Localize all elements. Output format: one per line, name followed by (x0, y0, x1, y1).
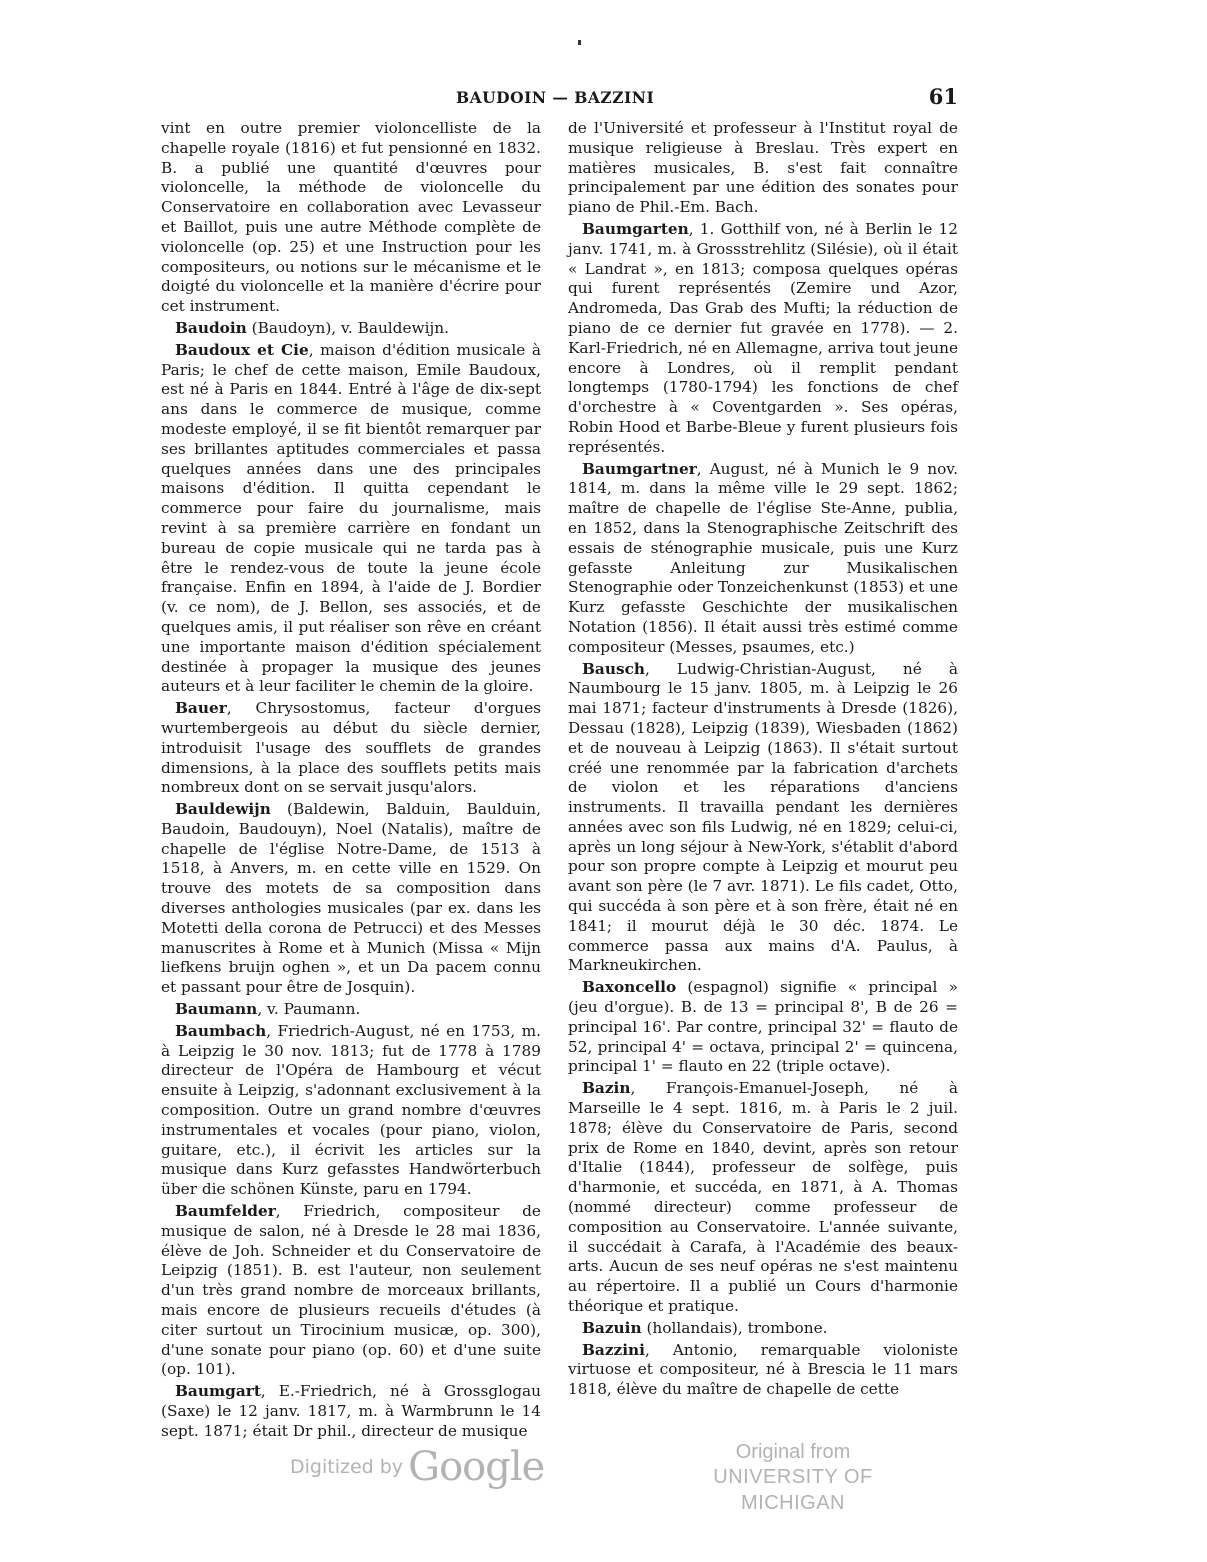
entry (161, 319, 541, 339)
entry-headword: Bausch (582, 659, 646, 678)
digitized-by-google-mark (290, 1444, 544, 1490)
entry: vint en outre premier violoncelliste de la chapelle royale (1816) et fut pensionné en 1832. B. a publié une quantité d'œuvres pour violoncelle, la méthode de violoncelle du Conservatoire en collaboration avec Levasseur et Baillot, puis une autre Méthode complète de violoncelle (op. 25) et une Instruction pour les compositeurs, ou notions sur le mécanisme et le doigté du violoncelle et la manière d'écrire pour cet instrument. (161, 119, 541, 316)
entry-text: , Antonio, remarquable violoniste virtuose et compositeur, né à Brescia le 11 mars 1818, élève du maître de chapelle de cette (568, 1340, 958, 1399)
entry-text: (Baldewin, Balduin, Baulduin, Baudoin, Baudouyn), Noel (Natalis), maître de chapelle de l'église Notre-Dame, de 1513 à 1518, à Anvers, m. en cette ville en 1529. On trouve des motets de sa composition dans diverses anthologies musicales (par ex. dans les Motetti della corona de Petrucci) et des Messes manuscrites à Rome et à Munich (Missa « Mijn liefkens bruijn oghen », et un Da pacem connu et passant pour être de Josquin). (161, 800, 541, 997)
entry (161, 1022, 541, 1200)
entry-headword: Bazzini (582, 1340, 645, 1359)
entry-headword: Baumgarten (582, 219, 689, 238)
original-from-text: Original from (735, 1441, 851, 1463)
entry (568, 978, 958, 1077)
entry-text: , Friedrich, compositeur de musique de salon, né à Dresde le 28 mai 1836, élève de Joh. Schneider et du Conservatoire de Leipzig (1851). B. est l'auteur, non seulement d'un très grand nombre de morceaux brillants, mais encore de plusieurs recueils d'études (à citer surtout un Tirocinium musicæ, op. 300), d'une sonate pour piano (op. 60) et d'une suite (op. 101). (161, 1202, 541, 1379)
entry (568, 460, 958, 658)
entry (161, 699, 541, 798)
digitized-by-text: Digitized by (290, 1456, 404, 1478)
entry (568, 660, 958, 977)
left-column (161, 119, 541, 1444)
entry-headword: Baudoux et Cie (175, 340, 309, 359)
entry-text: , François-Emanuel-Joseph, né à Marseille le 4 sept. 1816, m. à Paris le 2 juil. 1878; élève du Conservatoire de Paris, second prix de Rome en 1840, devint, après son retour d'Italie (1844), professeur de solfège, puis d'harmonie, et succéda, en 1871, à A. Thomas (nommé directeur) comme professeur de composition au Conservatoire. L'année suivante, il succédait à Carafa, à l'Académie des beaux-arts. Aucun de ses neuf opéras ne s'est maintenu au répertoire. Il a publié un Cours d'harmonie théorique et pratique. (568, 1079, 958, 1316)
entry-text: , 1. Gotthilf von, né à Berlin le 12 janv. 1741, m. à Grossstrehlitz (Silésie), où il était « Landrat », en 1813; composa quelques opéras qui furent représentés (Zemire und Azor, Andromeda, Das Grab des Mufti; la réduction de piano de ce dernier fut gravée en 1778). — 2. Karl-Friedrich, né en Allemagne, arriva tout jeune encore à Londres, où il remplit pendant longtemps (1780-1794) les fonctions de chef d'orchestre à « Coventgarden ». Ses opéras, Robin Hood et Barbe-Bleue y furent plusieurs fois représentés. (568, 219, 958, 456)
running-header (160, 84, 960, 114)
entry (568, 1319, 958, 1339)
entry-text: , August, né à Munich le 9 nov. 1814, m. dans la même ville le 29 sept. 1862; maître de chapelle de l'église Ste-Anne, publia, en 1852, dans la Stenographische Zeitschrift des essais de sténographie musicale, puis une Kurz gefasste Anleitung zur Musikalischen Stenographie oder Tonzeichenkunst (1853) et une Kurz gefasste Geschichte der musikalischen Notation (1856). Il était aussi très estimé comme compositeur (Messes, psaumes, etc.) (568, 459, 958, 656)
scan-speck (578, 40, 581, 45)
entry-headword: Bauer (175, 699, 227, 718)
entry (568, 220, 958, 458)
running-title: BAUDOIN — BAZZINI (456, 88, 655, 107)
entry-headword: Baumgartner (582, 459, 697, 478)
entry-headword: Baumgart (175, 1382, 261, 1401)
entry-text: , Chrysostomus, facteur d'orgues wurtembergeois au début du siècle dernier, introduisit l'usage des soufflets de grandes dimensions, à la place des soufflets petits mais nombreux dont on se servait jusqu'alors. (161, 699, 541, 797)
entry-text: , Ludwig-Christian-August, né à Naumbourg le 15 janv. 1805, m. à Leipzig le 26 mai 1871; facteur d'instruments à Dresde (1826), Dessau (1828), Leipzig (1839), Wiesbaden (1862) et de nouveau à Leipzig (1863). Il s'était surtout créé une renommée par la fabrication d'archets de violon et les réparations d'anciens instruments. Il travailla pendant les dernières années avec son fils Ludwig, né en 1829; celui-ci, après un long séjour à New-York, s'établit d'abord pour son propre compte à Leipzig et mourut peu avant son père (le 7 avr. 1871). Le fils cadet, Otto, qui succéda à son père et à son frère, était né en 1841; il mourut déjà le 30 déc. 1874. Le commerce passa aux mains d'A. Paulus, à Markneukirchen. (568, 659, 958, 975)
entry-headword: Baudoin (175, 318, 247, 337)
entry-text: , v. Paumann. (257, 1000, 361, 1019)
right-column (568, 119, 958, 1402)
entry-headword: Bazin (582, 1079, 631, 1098)
entry (568, 1341, 958, 1400)
entry-headword: Baumbach (175, 1021, 267, 1040)
entry-text: (hollandais), trombone. (641, 1318, 828, 1337)
entry-text: (espagnol) signifie « principal » (jeu d'orgue). B. de 13 = principal 8', B de 26 = principal 16'. Par contre, principal 32' = flauto de 52, principal 4' = octava, principal 2' = quincena, principal 1' = flauto en 22 (triple octave). (568, 978, 958, 1076)
entry-headword: Baumfelder (175, 1202, 276, 1221)
google-wordmark: Google (408, 1444, 545, 1490)
entry-text: (Baudoyn), v. Bauldewijn. (246, 318, 449, 337)
entry: de l'Université et professeur à l'Institut royal de musique religieuse à Breslau. Très expert en matières musicales, B. s'est fait connaître principalement par une édition des sonates pour piano de Phil.-Em. Bach. (568, 119, 958, 217)
entry (161, 800, 541, 998)
entry-text: , E.-Friedrich, né à Grossglogau (Saxe) le 12 janv. 1817, m. à Warmbrunn le 14 sept. 1871; était Dr phil., directeur de musique (161, 1382, 541, 1440)
entry-headword: Bauldewijn (175, 800, 271, 819)
entry (161, 341, 541, 697)
original-from-mark (668, 1440, 918, 1516)
entry (161, 1000, 541, 1020)
entry (161, 1202, 541, 1380)
entry-text: , Friedrich-August, né en 1753, m. à Leipzig le 30 nov. 1813; fut de 1778 à 1789 directeur de l'Opéra de Hambourg et vécut ensuite à Leipzig, s'adonnant exclusivement à la composition. Outre un grand nombre d'œuvres instrumentales et vocales (pour piano, violon, guitare, etc.), il écrivit les articles sur la musique dans Kurz gefasstes Handwörterbuch über die schönen Künste, paru en 1794. (161, 1021, 541, 1199)
entry-headword: Bazuin (582, 1318, 642, 1337)
page-number: 61 (928, 84, 958, 109)
entry (568, 1079, 958, 1317)
entry (161, 1382, 541, 1441)
entry-text: , maison d'édition musicale à Paris; le chef de cette maison, Emile Baudoux, est né à Paris en 1844. Entré à l'âge de dix-sept ans dans le commerce de musique, comme modeste employé, il se fit bientôt remarquer par ses brillantes aptitudes commerciales et passa quelques années dans une des principales maisons d'édition. Il quitta cependant le commerce pour faire du journalisme, mais revint à sa première carrière en fondant un bureau de copie musicale qui ne tarda pas à être le rendez-vous de toute la jeune école française. Enfin en 1894, à l'aide de J. Bordier (v. ce nom), de J. Bellon, ses associés, et de quelques amis, il put réaliser son rêve en créant une importante maison d'édition spécialement destinée à propager la musique des jeunes auteurs et à leur faciliter le chemin de la gloire. (161, 340, 541, 696)
entry-headword: Baxoncello (582, 978, 677, 997)
entry-headword: Baumann (175, 1000, 258, 1019)
scan-watermark (0, 1440, 1207, 1514)
university-text: UNIVERSITY OF MICHIGAN (713, 1466, 873, 1514)
